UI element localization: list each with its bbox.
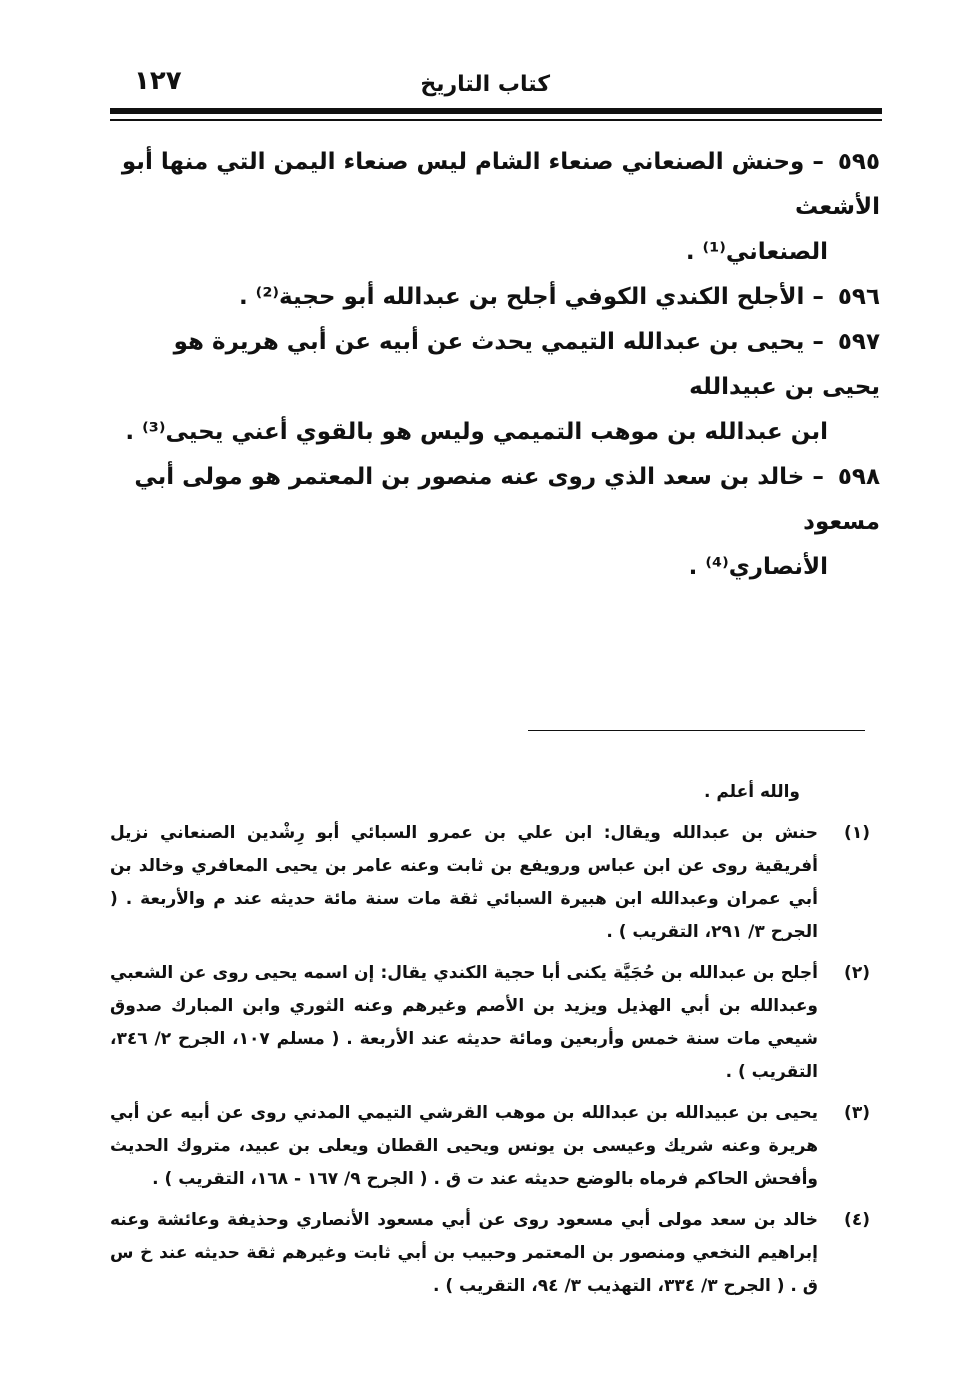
closing-phrase: والله أعلم .: [703, 782, 800, 802]
page-header: [110, 62, 880, 102]
entry-text-line: الأنصاري⁽⁴⁾ .: [688, 554, 828, 580]
header-rule-thin: [110, 119, 882, 121]
footnote-text: يحيى بن عبيدالله بن عبدالله بن موهب القرشي التيمي المدني روى عن أبيه عن أبي هريرة وعنه شريك وعيسى بن يونس ويحيى القطان ويعلى بن عبيد، متروك الحديث وأفحش الحاكم فرماه بالوضع حديثه عند ت ق . ( الجرح ٩/ ١٦٧ - ١٦٨، التقريب ) .: [110, 1103, 818, 1189]
entry-text-line: ابن عبدالله بن موهب التميمي وليس هو بالقوي أعني يحيى⁽³⁾ .: [125, 419, 828, 445]
entry-595: ٥٩٥ – وحنش الصنعاني صنعاء الشام ليس صنعاء اليمن التي منها أبو الأشعث الصنعاني⁽¹⁾ .: [110, 140, 880, 275]
footnote-text: حنش بن عبدالله ويقال: ابن علي بن عمرو السبائي أبو رِشْدين الصنعاني نزيل أفريقية روى عن ابن عباس ورويفع بن ثابت وعنه عامر بن يحيى المعافري وخالد بن أبي عمران وعبدالله ابن هبيرة السبائي ثقة مات سنة مائة حديثه عند م والأربعة . ( الجرح ٣/ ٢٩١، التقريب ) .: [110, 823, 818, 942]
entry-number: ٥٩٦: [837, 284, 880, 310]
footnote-mark: (١): [844, 823, 870, 843]
entry-number: ٥٩٥: [837, 149, 880, 175]
footnote-4: [110, 1204, 870, 1303]
entries-list: [110, 140, 880, 590]
footnote-3: [110, 1097, 870, 1196]
footnote-mark: (٤): [844, 1210, 870, 1230]
footnote-separator: [528, 730, 865, 731]
footnote-text: أجلح بن عبدالله بن حُجَيَّة يكنى أبا حجية الكندي يقال: إن اسمه يحيى روى عن الشعبي وعبدالله بن أبي الهذيل ويزيد بن الأصم وغيرهم وعنه الثوري وابن المبارك صدوق شيعي مات سنة خمس وأربعين ومائة حديثه عند الأربعة . ( مسلم ١٠٧، الجرح ٢/ ٣٤٦، التقريب ) .: [110, 963, 818, 1082]
page-title: كتاب التاريخ: [420, 72, 550, 97]
footnote-mark: (٢): [844, 963, 870, 983]
entry-596: ٥٩٦ – الأجلح الكندي الكوفي أجلح بن عبدالله أبو حجية⁽²⁾ .: [238, 284, 880, 310]
footnotes: [110, 776, 870, 1311]
footnote-mark: (٣): [844, 1103, 870, 1123]
entry-text-line: الأجلح الكندي الكوفي أجلح بن عبدالله أبو حجية⁽²⁾ .: [238, 284, 805, 310]
header-rule-thick: [110, 108, 882, 114]
footnote-1: [110, 817, 870, 949]
entry-text-line: وحنش الصنعاني صنعاء الشام ليس صنعاء اليمن التي منها أبو الأشعث: [121, 149, 880, 220]
entry-text-line: يحيى بن عبدالله التيمي يحدث عن أبيه عن أبي هريرة هو يحيى بن عبيدالله: [173, 329, 880, 400]
page-number: ١٢٧: [134, 66, 182, 96]
entry-597: ٥٩٧ – يحيى بن عبدالله التيمي يحدث عن أبيه عن أبي هريرة هو يحيى بن عبيدالله ابن عبدالله بن موهب التميمي وليس هو بالقوي أعني يحيى⁽³⁾ .: [110, 320, 880, 455]
entry-text-line: خالد بن سعد الذي روى عنه منصور بن المعتمر هو مولى أبي مسعود: [134, 464, 880, 535]
entry-598: ٥٩٨ – خالد بن سعد الذي روى عنه منصور بن المعتمر هو مولى أبي مسعود الأنصاري⁽⁴⁾ .: [110, 455, 880, 590]
footnote-2: [110, 957, 870, 1089]
entry-text-line: الصنعاني⁽¹⁾ .: [685, 239, 828, 265]
entry-number: ٥٩٨: [837, 464, 880, 490]
entry-number: ٥٩٧: [837, 329, 880, 355]
footnote-text: خالد بن سعد مولى أبي مسعود روى عن أبي مسعود الأنصاري وحذيفة وعائشة وعنه إبراهيم النخعي ومنصور بن المعتمر وحبيب بن أبي ثابت وغيرهم ثقة حديثه عند خ س ق . ( الجرح ٣/ ٣٣٤، التهذيب ٣/ ٩٤، التقريب ) .: [110, 1210, 818, 1296]
